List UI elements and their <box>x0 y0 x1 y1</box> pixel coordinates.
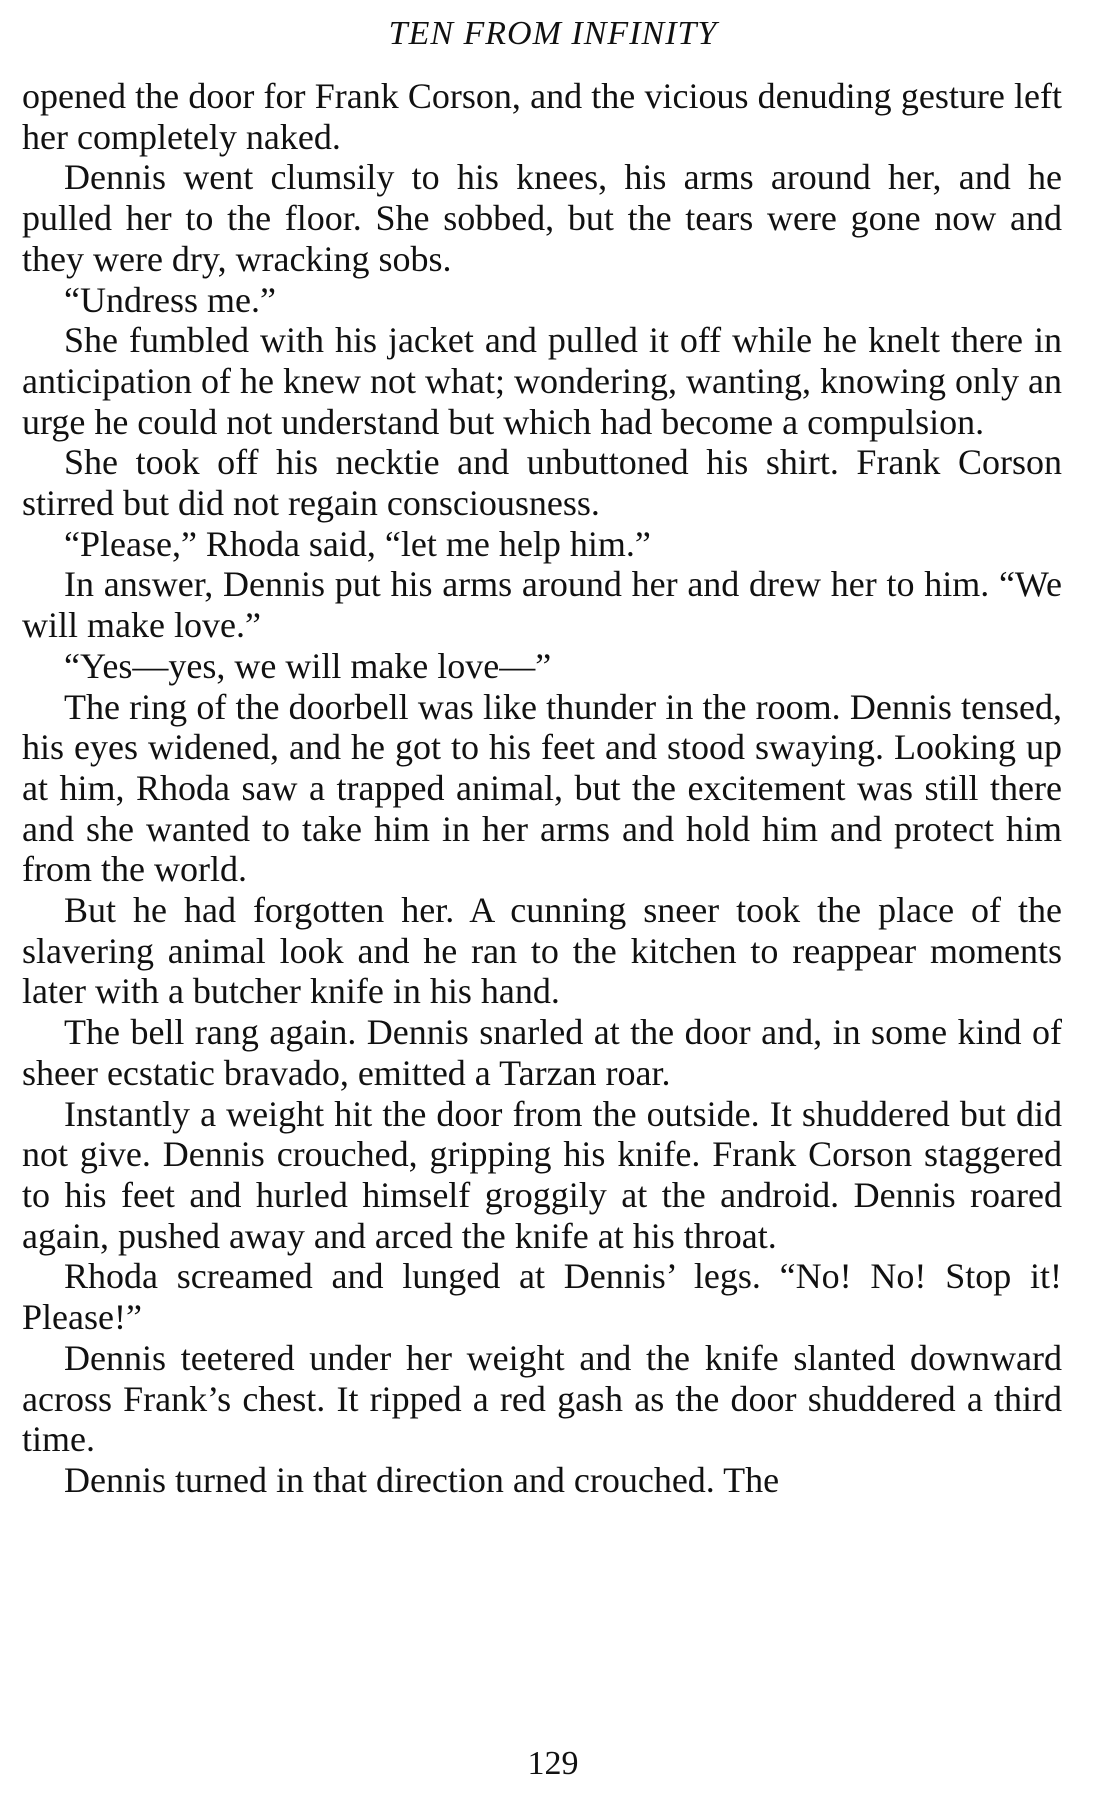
page-number: 129 <box>527 1745 579 1782</box>
paragraph: Instantly a weight hit the door from the outside. It shuddered but did not give. Dennis crouched, gripping his knife. Frank Corson staggered to his feet and hurled himself groggily at the android. Dennis roared again, pushed away and arced the knife at his throat. <box>22 1093 1062 1256</box>
paragraph: “Yes—yes, we will make love—” <box>64 645 552 686</box>
paragraph: opened the door for Frank Corson, and the vicious denuding gesture left her completely naked. <box>22 76 1062 157</box>
paragraph: The bell rang again. Dennis snarled at the door and, in some kind of sheer ecstatic bravado, emitted a Tarzan roar. <box>22 1012 1062 1093</box>
paragraph: Dennis turned in that direction and crouched. The <box>64 1459 780 1500</box>
paragraph: In answer, Dennis put his arms around her and drew her to him. “We will make love.” <box>22 564 1062 646</box>
paragraph: Dennis teetered under her weight and the knife slanted downward across Frank’s chest. It ripped a red gash as the door shuddered a third time. <box>22 1337 1062 1460</box>
paragraph: Dennis went clumsily to his knees, his arms around her, and he pulled her to the floor. She sobbed, but the tears were gone now and they were dry, wracking sobs. <box>22 157 1062 279</box>
paragraph: She fumbled with his jacket and pulled it off while he knelt there in anticipation of he knew not what; wondering, wanting, knowing only an urge he could not understand but which had become a compulsion. <box>22 320 1062 442</box>
running-head: TEN FROM INFINITY <box>388 15 718 52</box>
paragraph: “Undress me.” <box>64 279 276 320</box>
paragraph: The ring of the doorbell was like thunder in the room. Dennis tensed, his eyes widened, and he got to his feet and stood swaying. Looking up at him, Rhoda saw a trapped animal, but the excitement was still there and she wanted to take him in her arms and hold him and protect him from the world. <box>22 686 1062 890</box>
paragraph: Rhoda screamed and lunged at Dennis’ legs. “No! No! Stop it! Please!” <box>22 1256 1062 1338</box>
body-text <box>22 76 1062 1501</box>
paragraph: “Please,” Rhoda said, “let me help him.” <box>64 523 651 564</box>
paragraph: But he had forgotten her. A cunning sneer took the place of the slavering animal look and he ran to the kitchen to reappear moments later with a butcher knife in his hand. <box>22 890 1062 1012</box>
paragraph: She took off his necktie and unbuttoned his shirt. Frank Corson stirred but did not regain consciousness. <box>22 442 1062 524</box>
